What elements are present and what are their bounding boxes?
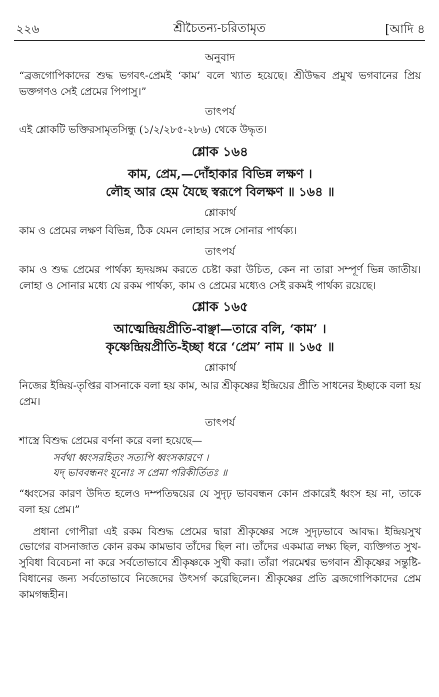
tatparya-heading-3: তাৎপর্য: [205, 416, 235, 429]
sanskrit-line-2: যদ্ ভাববন্ধনং যূনোঃ স প্রেমা পরিকীর্তিতঃ ॥: [53, 468, 228, 480]
sloka-165-verse: [19, 320, 421, 356]
sloka-165-line-1: আত্মেন্দ্রিয়প্রীতি-বাঞ্ছা—তারে বলি, ‘কাম’ ।: [113, 321, 327, 337]
sanskrit-line-1: সর্বথা ধ্বংসরহিতং সত্যপি ধ্বংসকারণে ।: [53, 453, 209, 465]
sloka-164-line-2: লৌহ আর হেম যৈছে স্বরূপে বিলক্ষণ ॥ ১৬৪ ॥: [105, 184, 335, 200]
slokartha-165-text: নিজের ইন্দ্রিয়-তৃপ্তির বাসনাকে বলা হয় কাম, আর শ্রীকৃষ্ণের ইন্দ্রিয়ের প্রীতি সাধনের ইচ্ছাকে বলা হয় প্রেম।: [19, 380, 421, 408]
book-title: শ্রীচৈতন্য-চরিতামৃত: [173, 21, 266, 35]
tatparya-text-1: এই শ্লোকটি ভক্তিরসামৃতসিন্ধু (১/২/২৮৫-২৮৬) থেকে উদ্ধৃত।: [19, 124, 267, 137]
sloka-164-verse: [19, 165, 421, 201]
page-body: [19, 52, 421, 609]
sloka-165-line-2: কৃষ্ণেন্দ্রিয়প্রীতি-ইচ্ছা ধরে ‘প্রেম’ নাম ॥ ১৬৫ ॥: [105, 339, 335, 355]
anubad-heading: অনুবাদ: [204, 52, 236, 64]
tatparya-heading-2: তাৎপর্য: [205, 245, 235, 258]
slokartha-164-text: কাম ও প্রেমের লক্ষণ বিভিন্ন, ঠিক যেমন লোহার সঙ্গে সোনার পার্থক্য।: [19, 225, 297, 238]
sloka-165-title: শ্লোক ১৬৫: [191, 300, 249, 316]
sanskrit-quote: [19, 451, 421, 481]
anubad-text: “ব্রজগোপিকাদের শুদ্ধ ভগবৎ-প্রেমই ‘কাম’ বলে খ্যাত হয়েছে। শ্রীউদ্ধব প্রমুখ ভগবানের প্রিয় ভক্তগণও সেই প্রেমের পিপাসু।”: [19, 70, 421, 98]
tatparya-text-2: কাম ও শুদ্ধ প্রেমের পার্থক্য হৃদয়ঙ্গম করতে চেষ্টা করা উচিত, কেন না তারা সম্পূর্ণ ভিন্ন জাতীয়। লোহা ও সোনার মধ্যে যে রকম পার্থক্য, কাম ও প্রেমের মধ্যেও সেই রকমই পার্থক্য রয়েছে।: [19, 263, 421, 292]
header-rule: [14, 40, 425, 41]
sloka-164-line-1: কাম, প্রেম,—দোঁহাকার বিভিন্ন লক্ষণ ।: [127, 166, 313, 182]
page-number: ২২৬: [16, 22, 40, 36]
tatparya-intro-3: শাস্ত্রে বিশুদ্ধ প্রেমের বর্ণনা করে বলা হয়েছে—: [19, 434, 203, 447]
sloka-164-title: শ্লোক ১৬৪: [191, 145, 249, 161]
section-marker: [আদি ৪: [384, 22, 425, 36]
slokartha-165-heading: শ্লোকার্থ: [204, 362, 236, 375]
slokartha-164-heading: শ্লোকার্থ: [204, 207, 236, 220]
tatparya-heading-1: তাৎপর্য: [205, 106, 235, 119]
quote-translation: “ধ্বংসের কারণ উদিত হলেও দম্পতিদ্বয়ের যে সুদৃঢ় ভাববন্ধন কোন প্রকারেই ধ্বংস হয় না, তাকে বলা হয় প্রেম।”: [19, 488, 421, 517]
final-paragraph: প্রধানা গোপীরা এই রকম বিশুদ্ধ প্রেমের দ্বারা শ্রীকৃষ্ণের সঙ্গে সুদৃঢ়ভাবে আবদ্ধ। ইন্দ্রিয়সুখ ভোগের বাসনাজাত কোন রকম কামভাব তাঁদের ছিল না। তাঁদের একমাত্র লক্ষ্য ছিল, ব্যক্তিগত সুখ-সুবিধা বিবেচনা না করে সর্বতোভাবে শ্রীকৃষ্ণকে সুখী করা। তাঁরা পরমেশ্বর ভগবান শ্রীকৃষ্ণের সন্তুষ্টি-বিধানের জন্য সর্বতোভাবে নিজেদের উৎসর্গ করেছিলেন। শ্রীকৃষ্ণের প্রতি ব্রজগোপিকাদের প্রেম কামগন্ধহীন।: [19, 525, 421, 601]
